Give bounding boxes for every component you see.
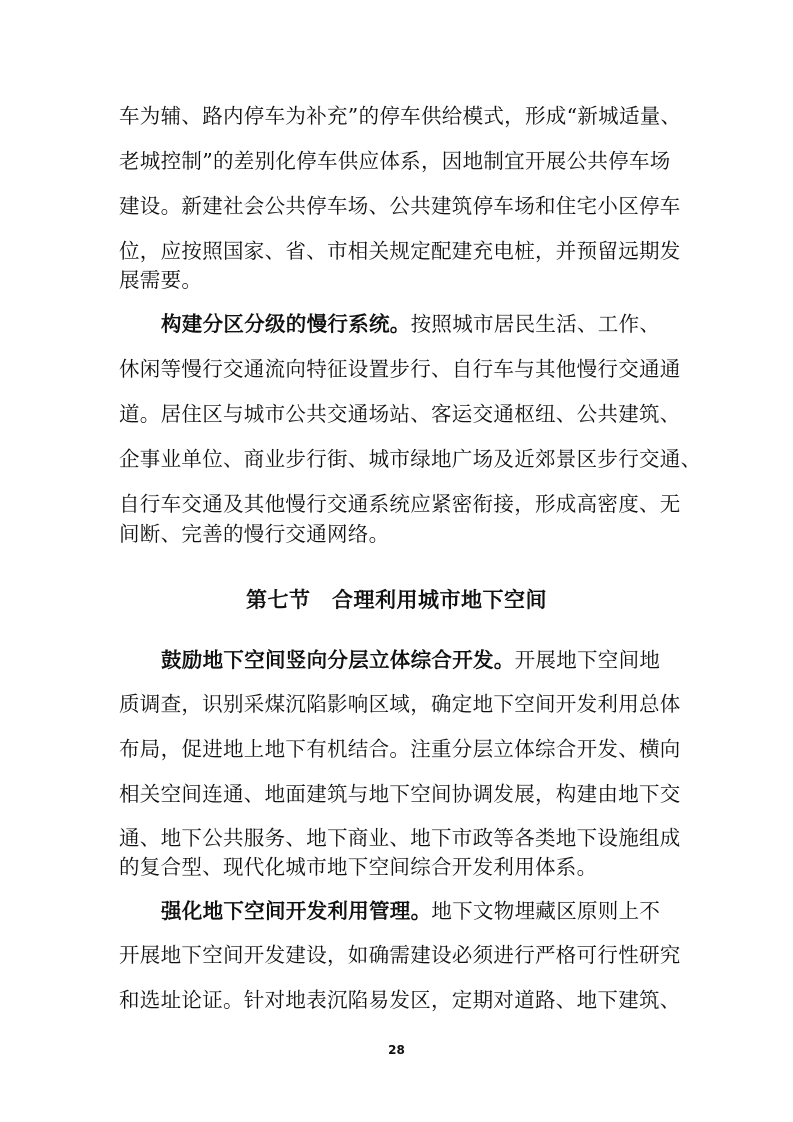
paragraph-line: 通、地下公共服务、地下商业、地下市政等各类地下设施组成 (119, 826, 681, 850)
paragraph-line: 开展地下空间开发建设，如确需建设必须进行严格可行性研究 (119, 943, 681, 967)
paragraph-line: 展需要。 (119, 268, 203, 292)
paragraph-line: 企事业单位、商业步行街、城市绿地广场及近郊景区步行交通、 (119, 447, 702, 471)
paragraph-line: 休闲等慢行交通流向特征设置步行、自行车与其他慢行交通通 (119, 357, 681, 381)
paragraph-lead: 强化地下空间开发利用管理。 (161, 899, 432, 923)
paragraph-line: 老城控制”的差别化停车供应体系，因地制宜开展公共停车场 (119, 149, 671, 173)
paragraph-line: 车为辅、路内停车为补充”的停车供给模式，形成“新城适量、 (119, 104, 682, 128)
paragraph-line: 的复合型、现代化城市地下空间综合开发利用体系。 (119, 855, 598, 879)
paragraph-text: 地下文物埋藏区原则上不 (431, 899, 661, 923)
paragraph-line: 布局，促进地上地下有机结合。注重分层立体综合开发、横向 (119, 737, 681, 761)
paragraph-line: 自行车交通及其他慢行交通系统应紧密衔接，形成高密度、无 (119, 492, 681, 516)
paragraph-text: 按照城市居民生活、工作、 (410, 312, 661, 336)
paragraph-lead: 鼓励地下空间竖向分层立体综合开发。 (161, 648, 515, 672)
paragraph-first-line (161, 310, 681, 338)
paragraph-first-line (161, 897, 681, 925)
paragraph-line: 建设。新建社会公共停车场、公共建筑停车场和住宅小区停车 (119, 194, 681, 218)
paragraph-line: 道。居住区与城市公共交通场站、客运交通枢纽、公共建筑、 (119, 402, 681, 426)
paragraph-line: 位，应按照国家、省、市相关规定配建充电桩，并预留远期发 (119, 239, 681, 263)
paragraph-text: 开展地下空间地 (514, 648, 661, 672)
paragraph-line: 间断、完善的慢行交通网络。 (119, 522, 390, 546)
page-number: 28 (388, 1043, 405, 1057)
paragraph-lead: 构建分区分级的慢行系统。 (161, 312, 411, 336)
section-heading: 第七节 合理利用城市地下空间 (246, 588, 547, 612)
paragraph-line: 相关空间连通、地面建筑与地下空间协调发展，构建由地下交 (119, 782, 681, 806)
paragraph-line: 质调查，识别采煤沉陷影响区域，确定地下空间开发利用总体 (119, 692, 681, 716)
paragraph-first-line (161, 646, 681, 674)
paragraph-line: 和选址论证。针对地表沉陷易发区，定期对道路、地下建筑、 (119, 988, 681, 1012)
